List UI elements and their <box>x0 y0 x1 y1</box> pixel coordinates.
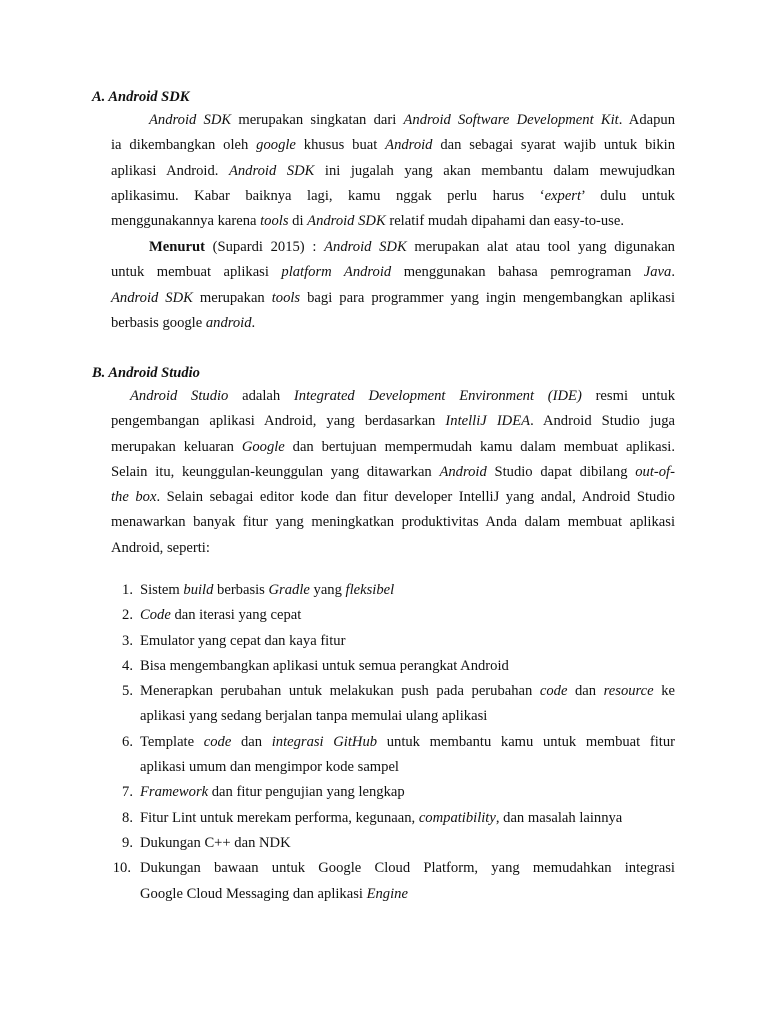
text-line: Android, seperti: <box>111 539 210 556</box>
list-number: 10. <box>112 860 131 877</box>
list-item-text: Google Cloud Messaging dan aplikasi Engine <box>140 885 408 902</box>
list-number: 9. <box>122 834 133 851</box>
text-line: pengembangan aplikasi Android, yang berdasarkan IntelliJ IDEA. Android Studio juga <box>111 413 675 430</box>
text-line: Android Studio adalah Integrated Development Environment (IDE) resmi untuk <box>130 388 675 404</box>
list-item <box>111 806 675 831</box>
text-line: berbasis google android. <box>111 314 256 331</box>
text-line: menggunakannya karena tools di Android SDK relatif mudah dipahami dan easy-to-use. <box>111 213 624 230</box>
feature-list <box>111 578 675 907</box>
list-number: 1. <box>122 582 133 598</box>
text-line: ia dikembangkan oleh google khusus buat Android dan sebagai syarat wajib untuk bikin <box>111 137 675 154</box>
list-item-text: Bisa mengembangkan aplikasi untuk semua perangkat Android <box>140 657 509 674</box>
list-number: 2. <box>122 607 133 624</box>
list-item <box>111 679 675 730</box>
list-number: 5. <box>122 683 133 700</box>
section-b-heading: B. Android Studio <box>92 365 200 381</box>
text-line: Selain itu, keunggulan-keunggulan yang ditawarkan Android Studio dapat dibilang out-of- <box>111 463 675 480</box>
list-item <box>111 578 675 603</box>
list-number: 6. <box>122 733 133 750</box>
text-line: menawarkan banyak fitur yang meningkatkan produktivitas Anda dalam membuat aplikasi <box>111 514 675 531</box>
list-item-text: aplikasi yang sedang berjalan tanpa memulai ulang aplikasi <box>140 708 488 725</box>
list-number: 4. <box>122 657 133 674</box>
list-item-text: Template code dan integrasi GitHub untuk membantu kamu untuk membuat fitur <box>140 733 675 750</box>
list-item-text: aplikasi umum dan mengimpor kode sampel <box>140 759 399 776</box>
text-line: Menurut (Supardi 2015) : Android SDK merupakan alat atau tool yang digunakan <box>149 239 675 255</box>
text-line: untuk membuat aplikasi platform Android menggunakan bahasa pemrograman Java. <box>111 264 675 281</box>
section-a-heading: A. Android SDK <box>92 89 190 105</box>
list-item <box>111 654 675 679</box>
section-a-paragraph-1 <box>111 108 675 234</box>
text-line: merupakan keluaran Google dan bertujuan mempermudah kamu dalam membuat aplikasi. <box>111 438 675 455</box>
list-number: 8. <box>122 809 133 826</box>
list-item <box>111 629 675 654</box>
list-item-text: Emulator yang cepat dan kaya fitur <box>140 632 346 649</box>
text-line: aplikasimu. Kabar baiknya lagi, kamu nggak perlu harus ‘expert’ dulu untuk <box>111 187 675 204</box>
list-item-text: Fitur Lint untuk merekam performa, kegunaan, compatibility, dan masalah lainnya <box>140 809 623 826</box>
section-b-paragraph-1 <box>111 384 675 561</box>
list-number: 7. <box>122 784 133 801</box>
section-a-paragraph-2 <box>111 235 675 336</box>
list-item-text: Code dan iterasi yang cepat <box>140 607 302 624</box>
list-item <box>111 831 675 856</box>
text-line: the box. Selain sebagai editor kode dan fitur developer IntelliJ yang andal, Android Studio <box>111 489 675 506</box>
list-item-text: Dukungan bawaan untuk Google Cloud Platform, yang memudahkan integrasi <box>140 860 675 877</box>
list-item <box>111 856 675 907</box>
list-item <box>111 730 675 781</box>
text-line: aplikasi Android. Android SDK ini jugalah yang akan membantu dalam mewujudkan <box>111 162 676 179</box>
list-item-text: Sistem build berbasis Gradle yang fleksibel <box>140 582 395 598</box>
text-line: Android SDK merupakan singkatan dari Android Software Development Kit. Adapun <box>149 112 676 128</box>
list-item <box>111 780 675 805</box>
text-line: Android SDK merupakan tools bagi para programmer yang ingin mengembangkan aplikasi <box>111 289 675 306</box>
list-number: 3. <box>122 632 133 649</box>
list-item-text: Menerapkan perubahan untuk melakukan push pada perubahan code dan resource ke <box>140 683 675 700</box>
list-item <box>111 603 675 628</box>
list-item-text: Framework dan fitur pengujian yang lengkap <box>140 784 405 801</box>
list-item-text: Dukungan C++ dan NDK <box>140 834 291 851</box>
